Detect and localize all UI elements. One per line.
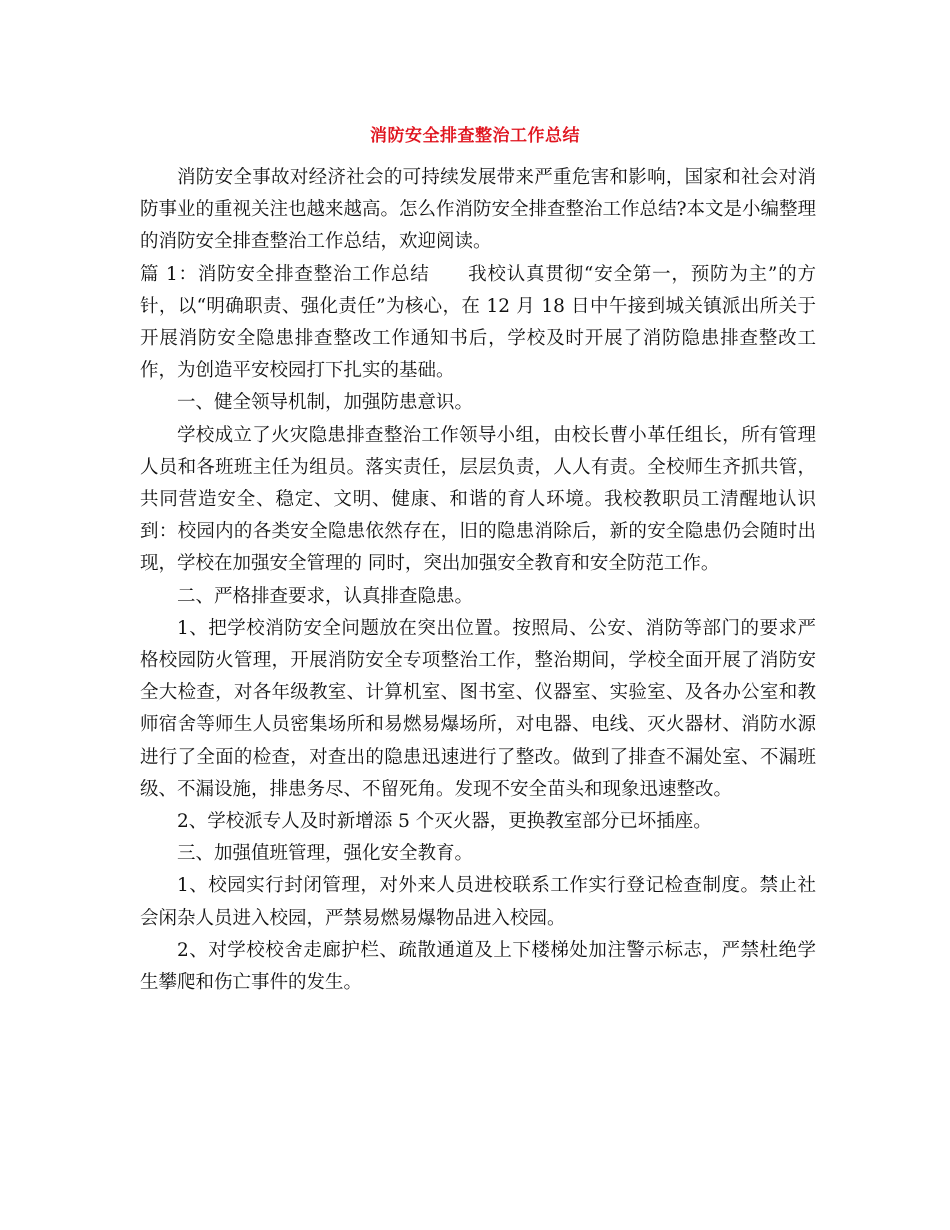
section-heading-3: 三、加强值班管理，强化安全教育。 bbox=[177, 843, 474, 865]
paragraph-warning-signs: 2、对学校校舍走廊护栏、疏散通道及上下楼梯处加注警示标志，严禁杜绝学生攀爬和伤亡事件的发生。 bbox=[140, 939, 816, 994]
paragraph-extinguishers: 2、学校派专人及时新增添 5 个灭火器，更换教室部分已坏插座。 bbox=[177, 811, 712, 833]
section-heading-1: 一、健全领导机制，加强防患意识。 bbox=[177, 392, 474, 414]
document-title: 消防安全排查整治工作总结 bbox=[370, 126, 580, 146]
paragraph-inspection: 1、把学校消防安全问题放在突出位置。按照局、公安、消防等部门的要求严格校园防火管理，开展消防安全专项整治工作，整治期间，学校全面开展了消防安全大检查，对各年级教室、计算机室、图书室、仪器室、实验室、及各办公室和教师宿舍等师生人员密集场所和易燃易爆场所，对电器、电线、灭火器材、消防水源进行了全面的检查，对查出的隐患迅速进行了整改。做到了排查不漏处室、不漏班级、不漏设施，排患务尽、不留死角。发现不安全苗头和现象迅速整改。 bbox=[140, 617, 816, 800]
paragraph-closed-management: 1、校园实行封闭管理，对外来人员进校联系工作实行登记检查制度。禁止社会闲杂人员进入校园，严禁易燃易爆物品进入校园。 bbox=[140, 875, 816, 929]
paragraph-intro: 消防安全事故对经济社会的可持续发展带来严重危害和影响，国家和社会对消防事业的重视关注也越来越高。怎么作消防安全排查整治工作总结?本文是小编整理的消防安全排查整治工作总结，欢迎阅读。 bbox=[140, 167, 816, 253]
section-heading-2: 二、严格排查要求，认真排查隐患。 bbox=[177, 585, 474, 607]
document-body bbox=[140, 162, 816, 999]
paragraph-leadership: 学校成立了火灾隐患排查整治工作领导小组，由校长曹小革任组长，所有管理人员和各班班主任为组员。落实责任，层层负责，人人有责。全校师生齐抓共管，共同营造安全、稳定、文明、健康、和谐的育人环境。我校教职员工清醒地认识到：校园内的各类安全隐患依然存在，旧的隐患消除后，新的安全隐患仍会随时出现，学校在加强安全管理的 同时，突出加强安全教育和安全防范工作。 bbox=[140, 424, 816, 575]
paragraph-chapter-1: 篇 1：消防安全排查整治工作总结 我校认真贯彻“安全第一，预防为主”的方针，以“明确职责、强化责任”为核心，在 12 月 18 日中午接到城关镇派出所关于开展消防安全隐患排查整改工作通知书后，学校及时开展了消防隐患排查整改工作，为创造平安校园打下扎实的基础。 bbox=[140, 263, 816, 382]
